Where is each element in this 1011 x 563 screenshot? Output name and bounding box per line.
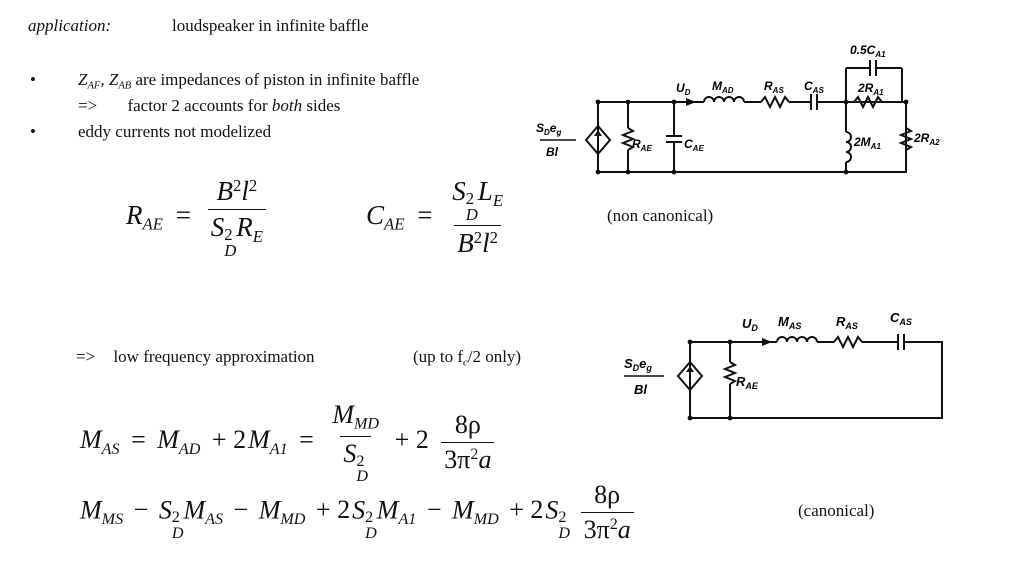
c2-src-den: Bl [634, 382, 647, 397]
cae-fraction: S 2 D $L_E$ $B^2l^2$ [452, 176, 504, 259]
bullet-3 [30, 122, 36, 142]
c1-src-num: $S_De_g$ [536, 121, 562, 137]
circuit-canonical [622, 300, 952, 425]
cae-formula: $C_{AE}$ = S 2 D $L_E$ $B^2l^2$ [366, 176, 510, 259]
implies-arrow: => [78, 96, 98, 115]
z-sub-ab: AB [118, 80, 132, 92]
c1-src-den: Bl [546, 145, 558, 159]
non-canonical-note: (non canonical) [607, 206, 714, 225]
rae-formula: $R_{AE}$ = $B^2l^2$ S 2 D $R_E$ [126, 176, 270, 259]
c2-mas-label: $M_{AS}$ [778, 314, 802, 331]
c1-cae-label: $C_{AE}$ [684, 137, 704, 153]
bullet-1-rest: are impedances of piston in infinite baffle [131, 70, 420, 89]
application-value: loudspeaker in infinite baffle [172, 16, 369, 35]
c1-c05-label: $0.5C_{A1}$ [850, 43, 886, 59]
c2-ras-label: $R_{AS}$ [836, 314, 858, 331]
application-label: application: [28, 16, 112, 35]
c2-src-num: $S_De_g$ [624, 356, 652, 373]
c2-ud-label: $U_D$ [742, 316, 758, 333]
c1-rae-label: $R_{AE}$ [632, 137, 652, 153]
bullet-marker: • [30, 122, 36, 141]
c2-cas-label: $C_{AS}$ [890, 310, 912, 327]
canonical-note: (canonical) [798, 501, 875, 520]
lf-text: low frequency approximation [113, 347, 315, 366]
z-var: Z [78, 70, 88, 89]
lf-arrow: => [76, 347, 96, 366]
bullet-3-text: eddy currents not modelized [78, 122, 272, 141]
circuit-non-canonical [536, 40, 956, 190]
bullet-1 [30, 70, 36, 90]
bullet-2-text [78, 96, 340, 116]
mms-equation: $M_{MS} - S$ 2 D $M_{AS} - M_{MD} + 2S$ 2 D $M_{A1} - M_{MD} + 2S$ 2 D $\frac{8\rho}{3\pi^2a}$ [80, 480, 638, 545]
bullet-2-main: factor 2 accounts for [127, 96, 268, 115]
z-sub-af: AF [87, 80, 101, 92]
c1-mad-label: $M_{AD}$ [712, 79, 734, 95]
c1-ras-label: $R_{AS}$ [764, 79, 784, 95]
c1-cas-label: $C_{AS}$ [804, 79, 824, 95]
lf-range: (up to $f_c/2$ only) [413, 347, 522, 369]
bullet-marker: • [30, 70, 36, 89]
c1-2ra2-label: $2R_{A2}$ [914, 131, 940, 147]
mas-equation: $M_{AS} = M_{AD} + 2M_{A1}$ = $M_{MD}$ S 2 D + 2 $\frac{8\rho}{3\pi^2a}$ [80, 400, 498, 484]
bullet-2-tail: sides [306, 96, 341, 115]
z-sep: , Z [100, 70, 119, 89]
c1-2ra1-label: $2R_{A1}$ [858, 81, 884, 97]
lf-line [76, 347, 315, 367]
bullet-2-em: both [271, 96, 303, 115]
bullet-1-text [78, 70, 419, 92]
c2-rae-label: $R_{AE}$ [736, 374, 758, 391]
c1-ud-label: $U_D$ [676, 81, 691, 97]
c1-2ma1-label: $2M_{A1}$ [854, 135, 881, 151]
rae-fraction: $B^2l^2$ S 2 D $R_E$ [208, 176, 266, 259]
